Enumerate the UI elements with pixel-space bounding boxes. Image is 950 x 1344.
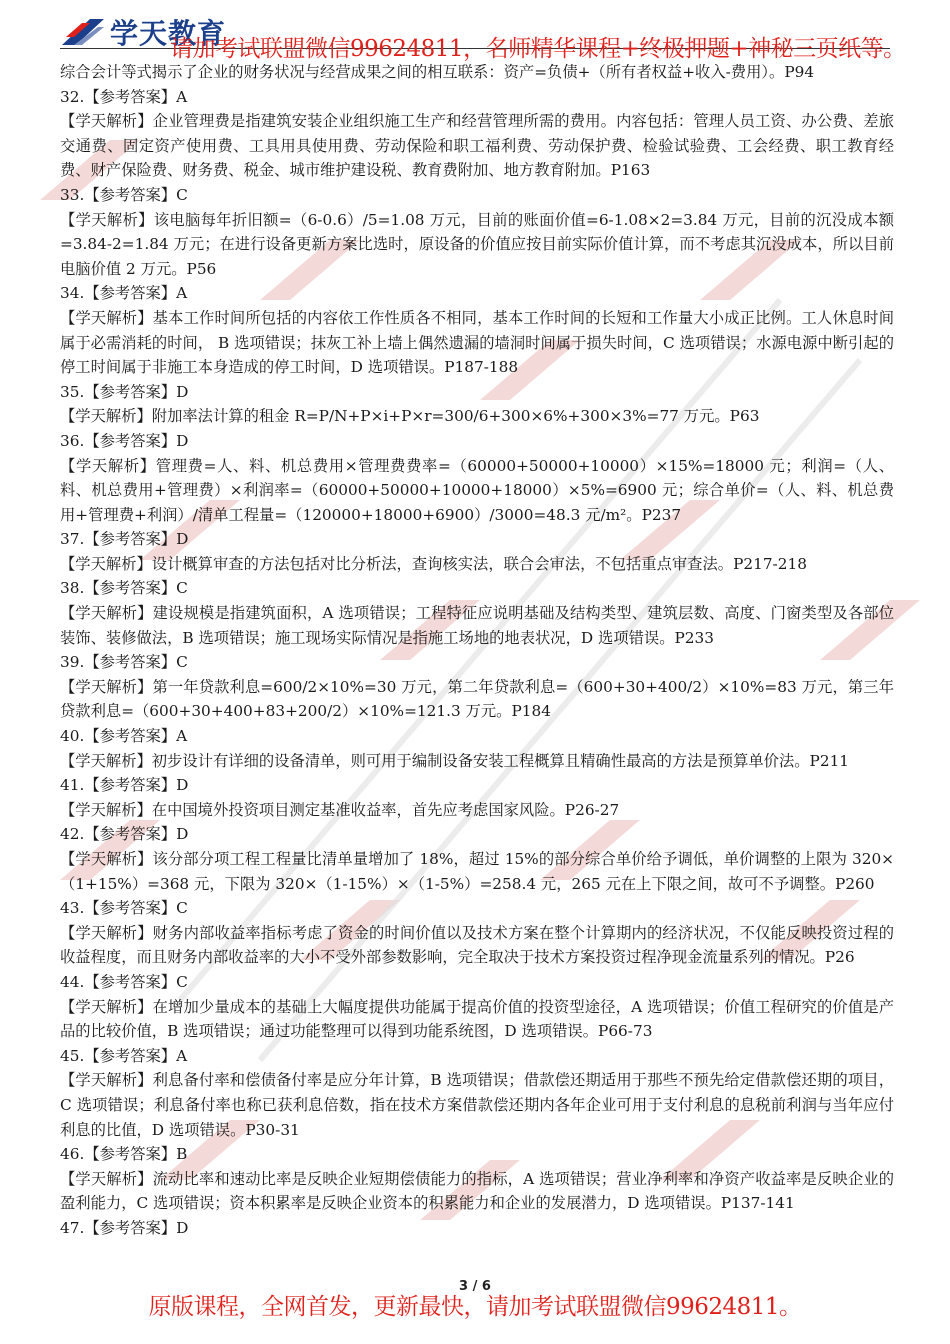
explanation-line: 【学天解析】该分部分项工程工程量比清单量增加了 18%，超过 15%的部分综合单价给予调低，单价调整的上限为 320×（1+15%）=368 元，下限为 320×（1-15%）×（1-5%）=258.4 元，265 元在上下限之间，故可不予调整。P260 [60,850,894,893]
answer-line: 37.【参考答案】D [60,530,189,549]
explanation-line: 【学天解析】基本工作时间所包括的内容依工作性质各不相同，基本工作时间的长短和工作量大小成正比例。工人休息时间属于必需消耗的时间， B 选项错误；抹灰工补上墙上偶然遗漏的墙洞时间属于损失时间，C 选项错误；水源电源中断引起的停工时间属于非施工本身造成的停工时间，D 选项错误。P187-188 [60,308,894,377]
answer-line: 41.【参考答案】D [60,776,189,795]
explanation-line: 【学天解析】利息备付率和偿债备付率是应分年计算，B 选项错误；借款偿还期适用于那些不预先给定借款偿还期的项目，C 选项错误；利息备付率也称已获利息倍数，指在技术方案借款偿还期内各年企业可用于支付利息的息税前利润与当年应付利息的比值，D 选项错误。P30-31 [60,1071,894,1139]
explanation-line: 【学天解析】流动比率和速动比率是反映企业短期偿债能力的指标，A 选项错误；营业净利率和净资产收益率是反映企业的盈利能力，C 选项错误；资本积累率是反映企业资本的积累能力和企业的发展潜力，D 选项错误。P137-141 [60,1169,894,1213]
page-number: 3 / 6 [459,1279,491,1294]
explanation-line: 【学天解析】建设规模是指建筑面积，A 选项错误；工程特征应说明基础及结构类型、建筑层数、高度、门窗类型及各部位装饰、装修做法，B 选项错误；施工现场实际情况是指施工场地的地表状况，D 选项错误。P233 [60,604,894,647]
explanation-line: 【学天解析】初步设计有详细的设备清单，则可用于编制设备安装工程概算且精确性最高的方法是预算单价法。P211 [60,751,850,770]
answer-line: 43.【参考答案】C [60,899,188,918]
answer-line: 44.【参考答案】C [60,972,188,991]
explanation-line: 【学天解析】在中国境外投资项目测定基准收益率，首先应考虑国家风险。P26-27 [60,800,620,819]
answer-explanations [60,60,894,1241]
explanation-line: 【学天解析】管理费=人、料、机总费用×管理费费率=（60000+50000+10000）×15%=18000 元；利润=（人、料、机总费用+管理费）×利润率=（60000+50000+10000+18000）×5%=6900 元；综合单价=（人、料、机总费用+管理费+利润）/清单工程量=（120000+18000+6900）/3000=48.3 元/m²。P237 [60,456,894,524]
explanation-line: 【学天解析】财务内部收益率指标考虑了资金的时间价值以及技术方案在整个计算期内的经济状况，不仅能反映投资过程的收益程度，而且财务内部收益率的大小不受外部参数影响，完全取决于技术方案投资过程净现金流量系列的情况。P26 [60,923,894,967]
footer-promo-banner: 原版课程，全网首发，更新最快，请加考试联盟微信99624811。 [148,1294,802,1320]
page-header [0,0,950,60]
explanation-line: 【学天解析】在增加少量成本的基础上大幅度提供功能属于提高价值的投资型途径，A 选项错误；价值工程研究的价值是产品的比较价值，B 选项错误；通过功能整理可以得到功能系统图，D 选项错误。P66-73 [60,997,894,1041]
answer-line: 39.【参考答案】C [60,653,188,672]
answer-line: 38.【参考答案】C [60,579,188,598]
answer-line: 47.【参考答案】D [60,1218,189,1237]
answer-line: 36.【参考答案】D [60,431,189,450]
answer-line: 33.【参考答案】C [60,185,188,204]
answer-line: 34.【参考答案】A [60,284,188,303]
explanation-line: 【学天解析】企业管理费是指建筑安装企业组织施工生产和经营管理所需的费用。内容包括：管理人员工资、办公费、差旅交通费、固定资产使用费、工具用具使用费、劳动保险和职工福利费、劳动保护费、检验试验费、工会经费、职工教育经费、财产保险费、财务费、税金、城市维护建设税、教育费附加、地方教育附加。P163 [60,112,894,180]
brand-name: 学天教育 [110,17,227,50]
explanation-line: 【学天解析】设计概算审查的方法包括对比分析法，查询核实法，联合会审法，不包括重点审查法。P217-218 [60,554,807,573]
top-promo-banner: 请加考试联盟微信99624811，名师精华课程+终极押题+神秘三页纸等。 [170,36,906,62]
brand-logo-icon [60,15,106,49]
answer-line: 46.【参考答案】B [60,1145,188,1164]
text-line: 综合会计等式揭示了企业的财务状况与经营成果之间的相互联系：资产=负债+（所有者权益+收入-费用）。P94 [60,63,815,81]
explanation-line: 【学天解析】该电脑每年折旧额=（6-0.6）/5=1.08 万元，目前的账面价值=6-1.08×2=3.84 万元，目前的沉没成本额=3.84-2=1.84 万元；在进行设备更新方案比选时，原设备的价值应按目前实际价值计算，而不考虑其沉没成本，所以目前电脑价值 2 万元。P56 [60,210,894,278]
answer-line: 45.【参考答案】A [60,1046,188,1065]
answer-line: 35.【参考答案】D [60,382,189,401]
answer-line: 42.【参考答案】D [60,825,189,844]
explanation-line: 【学天解析】附加率法计算的租金 R=P/N+P×i+P×r=300/6+300×6%+300×3%=77 万元。P63 [60,407,760,426]
answer-line: 32.【参考答案】A [60,87,188,106]
explanation-line: 【学天解析】第一年贷款利息=600/2×10%=30 万元，第二年贷款利息=（600+30+400/2）×10%=83 万元，第三年贷款利息=（600+30+400+83+200/2）×10%=121.3 万元。P184 [60,677,894,721]
answer-line: 40.【参考答案】A [60,727,188,746]
